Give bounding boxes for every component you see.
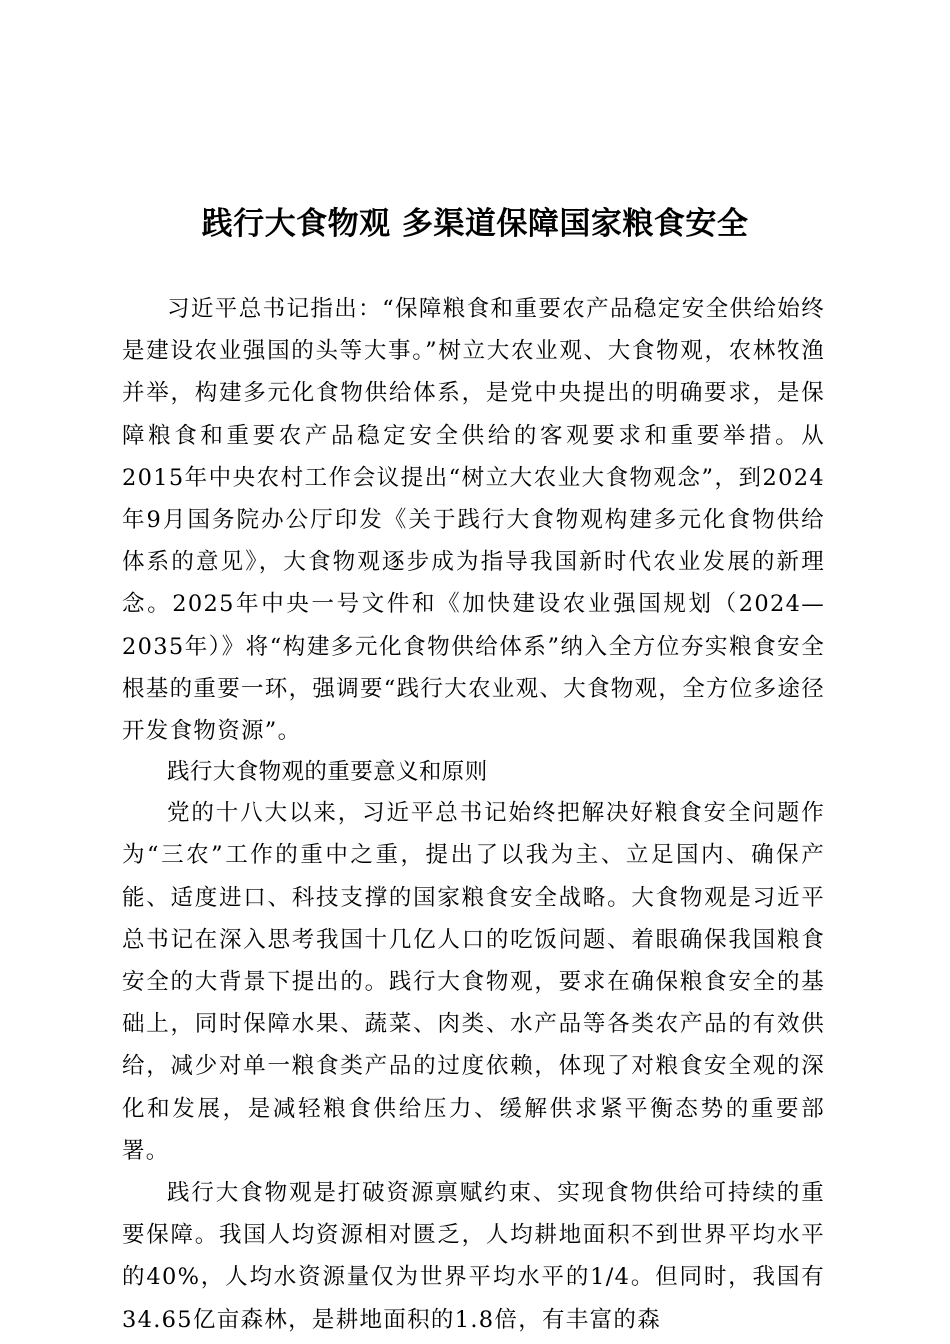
document-body [122,288,825,1341]
paragraph-resources: 践行大食物观是打破资源禀赋约束、实现食物供给可持续的重要保障。我国人均资源相对匮乏，人均耕地面积不到世界平均水平的40%，人均水资源量仅为世界平均水平的1/4。但同时，我国有34.65亿亩森林，是耕地面积的1.8倍，有丰富的森 [122,1180,825,1333]
paragraph-intro: 习近平总书记指出：“保障粮食和重要农产品稳定安全供给始终是建设农业强国的头等大事。”树立大农业观、大食物观，农林牧渔并举，构建多元化食物供给体系，是党中央提出的明确要求，是保障粮食和重要农产品稳定安全供给的客观要求和重要举措。从2015年中央农村工作会议提出“树立大农业大食物观念”，到2024年9月国务院办公厅印发《关于践行大食物观构建多元化食物供给体系的意见》，大食物观逐步成为指导我国新时代农业发展的新理念。2025年中央一号文件和《加快建设农业强国规划（2024—2035年）》将“构建多元化食物供给体系”纳入全方位夯实粮食安全根基的重要一环，强调要“践行大农业观、大食物观，全方位多途径开发食物资源”。 [122,296,826,745]
paragraph-significance: 党的十八大以来，习近平总书记始终把解决好粮食安全问题作为“三农”工作的重中之重，提出了以我为主、立足国内、确保产能、适度进口、科技支撑的国家粮食安全战略。大食物观是习近平总书记在深入思考我国十几亿人口的吃饭问题、着眼确保我国粮食安全的大背景下提出的。践行大食物观，要求在确保粮食安全的基础上，同时保障水果、蔬菜、肉类、水产品等各类农产品的有效供给，减少对单一粮食类产品的过度依赖，体现了对粮食安全观的深化和发展，是减轻粮食供给压力、缓解供求紧平衡态势的重要部署。 [122,800,825,1164]
section-heading: 践行大食物观的重要意义和原则 [167,759,488,786]
document-title: 践行大食物观 多渠道保障国家粮食安全 [201,206,749,242]
